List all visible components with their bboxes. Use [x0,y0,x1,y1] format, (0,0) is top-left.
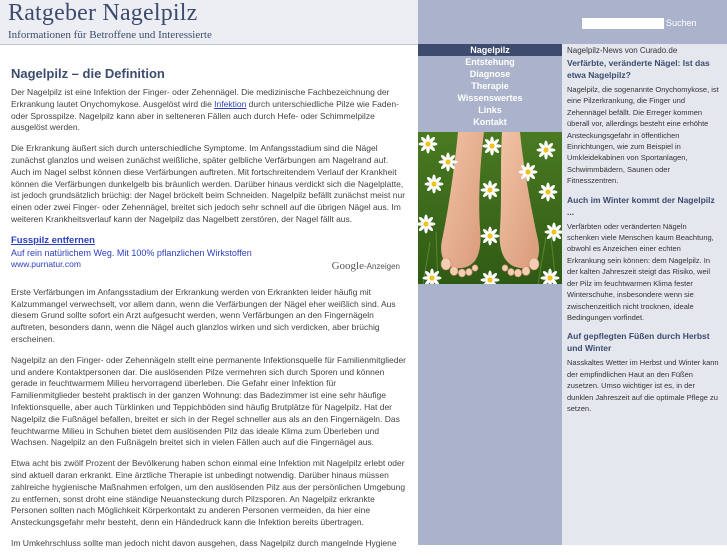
nav-item-links[interactable]: Links [478,105,502,115]
search-input[interactable] [582,18,664,29]
news-headline[interactable]: Auf gepflegten Füßen durch Herbst und Winter [567,331,710,354]
news-text: Verfärbten oder veränderten Nägeln schenken viele Menschen kaum Beachtung, obwohl es Anzeichen einer echten Erkrankung sein können: dem Nagelpilz. In der kalten Jahreszeit steigt das Risiko, weil der Pilz im feuchtwarmen Klima fester Winterschuhe, insbesondere wenn sie zwischenzeitlich nicht trocknen, ideale Bedingungen vorfindet. [567,221,714,322]
intro-paragraph: Der Nagelpilz ist eine Infektion der Finger- oder Zehennägel. Die medizinische Fachbezeichnung der Erkrankung lautet Onychomykose. Ausgelöst wird die Infektion durch unterschiedliche Pilze wie Faden- oder Sprosspilze. Nagelpilz kann aber in selteneren Fällen auch durch Hefe- oder Schimmelpilze ausgelöst werden. [11,87,399,133]
confusion-paragraph: Erste Verfärbungen im Anfangsstadium der Erkrankung werden von Erkrankten leider häufig mit Kalzummangel verwechselt, vor allem dann, wenn die Verfärbungen der Nägel eher weißlich sind. Aus diesem Grund sollte sofort ein Arzt aufgesucht werden, wenn Verfärbungen an den Fingernägeln auftreten, besonders dann, wenn die Nägel auch glanzlos wirken und sich verdicken, aber brüchig erscheinen. [11,286,396,344]
news-headline[interactable]: Auch im Winter kommt der Nagelpilz ... [567,194,715,217]
news-text: Nasskaltes Wetter im Herbst und Winter kann der empfindlichen Haut an den Füßen zusetzen. Umso wichtiger ist es, in der dunklen Jahreszeit auf die optimale Pflege zu setzen. [567,358,719,413]
page-title: Nagelpilz – die Definition [11,66,165,81]
main-content [8,58,406,559]
nav-item-therapie[interactable]: Therapie [471,81,509,91]
infection-source-paragraph: Nagelpilz an den Finger- oder Zehennägeln stellt eine permanente Infektionsquelle für Familienmitglieder und andere Kontaktpersonen dar. Die auslösenden Pilze vermehren sich durch Sporen und können gerade in feuchtwarmem Milieu hervorragend überleben. Die Gefahr einer Infektion für Familienmitglieder besteht praktisch in der ganzen Wohnung: das Badezimmer ist eine sehr häufige Infektionsquelle, aber auch Türklinken und Teppichböden sind häufig Brutplätze für Nagelpilz. Hat der Nagelpilz die Fußnägel befallen, breitet er sich in der Regel schneller aus als an den Fingernägeln. Das feuchtwarme Milieu in Schuhen bietet dem auslösenden Pilz das ideale Klima zum Überleben und Wachsen. Nagelpilz an den Fußnägeln breitet sich in vielen Fällen auch auf die Fingernägel aus. [11,354,407,448]
news-text: Nagelpilz, die sogenannte Onychomykose, ist eine Pilzerkrankung, die Finger und Zehennägel befällt. Die Erreger kommen überall vor, allerdings besteht eine erhöhte Ansteckungsgefahr in öffentlichen Einrichtungen, wie zum Beispiel in Umkleidekabinen von Sportanlagen, Schwimmbädern, Saunen oder Fitnesszentren. [567,85,719,186]
nav-item-diagnose[interactable]: Diagnose [469,69,511,79]
nav-item-entstehung[interactable]: Entstehung [465,57,515,67]
header-divider [0,44,418,45]
google-ads-label[interactable]: Google-Anzeigen [331,259,400,272]
nav-item-wissenswertes[interactable]: Wissenswertes [457,93,523,103]
news-headline[interactable]: Verfärbte, veränderte Nägel: Ist das etwa Nagelpilz? [567,58,710,80]
news-sidebar [567,44,719,421]
ad-description[interactable]: Auf rein natürlichem Weg. Mit 100% pflanzlichen Wirkstoffen [11,247,252,258]
site-header [0,0,418,44]
ad-title-link[interactable]: Fusspilz entfernen [11,234,95,246]
symptoms-paragraph: Die Erkrankung äußert sich durch unterschiedliche Symptome. Im Anfangsstadium sind die Nägel zunächst glanzlos und weisen zunächst weißliche, später gelbliche Verfärbungen am Nagelrand auf. Auch im Nagel selbst können diese Verfärbungen auftreten. Mit fortschreitendem Verlauf der Krankheit können die Verfärbungen dunkelgelb bis bräunlich werden. Darüber hinaus verdickt sich die Nagelplatte, ist jedoch grundsätzlich brüchig: der Nagel bröckelt beim Schneiden. Nagelpilz befällt zunächst meist nur einen oder zwei Finger- oder Zehennägel, breitet sich jedoch sehr schnell auf die übrigen Nägel aus. Im weiteren Krankheitsverlauf kann der Nagelpilz das Nagelbett zerstören, der Nagel fällt aus. [11,143,406,224]
ad-url[interactable]: www.purnatur.com [11,258,81,269]
nav-item-nagelpilz[interactable]: Nagelpilz [418,44,562,56]
main-navigation [418,44,562,128]
google-ad-block [11,235,406,279]
prevalence-paragraph: Etwa acht bis zwölf Prozent der Bevölkerung haben schon einmal eine Infektion mit Nagelpilz erlebt oder sind aktuell daran erkrankt. Eine ärztliche Therapie ist unbedingt notwendig. Darüber hinaus müssen zahlreiche hygienische Maßnahmen erfolgen, um den auslösenden Pilz aus der persönlichen Umgebung zu entfernen, sonst droht eine ständige Neuansteckung durch Pilzsporen. An Nagelpilz erkrankte Personen sollten nach Möglichkeit Körperkontakt zu anderen Personen vermeiden, da hier eine Ansteckungsgefahr mehr besteht, denn ein Händedruck kann die Infektion bereits übertragen. [11,458,406,528]
infektion-link[interactable]: Infektion [214,98,247,109]
google-logo: Google [331,259,364,272]
nav-item-kontakt[interactable]: Kontakt [473,117,507,127]
search-button[interactable]: Suchen [666,18,697,28]
news-source-label: Nagelpilz-News von Curado.de [567,46,678,55]
site-subtitle: Informationen für Betroffene und Interessierte [8,29,212,41]
hygiene-paragraph: Im Umkehrschluss sollte man jedoch nicht davon ausgehen, dass Nagelpilz durch mangelnde Hygiene [11,537,397,548]
feet-in-daisies-image [418,132,562,284]
site-title[interactable]: Ratgeber Nagelpilz [8,0,198,26]
